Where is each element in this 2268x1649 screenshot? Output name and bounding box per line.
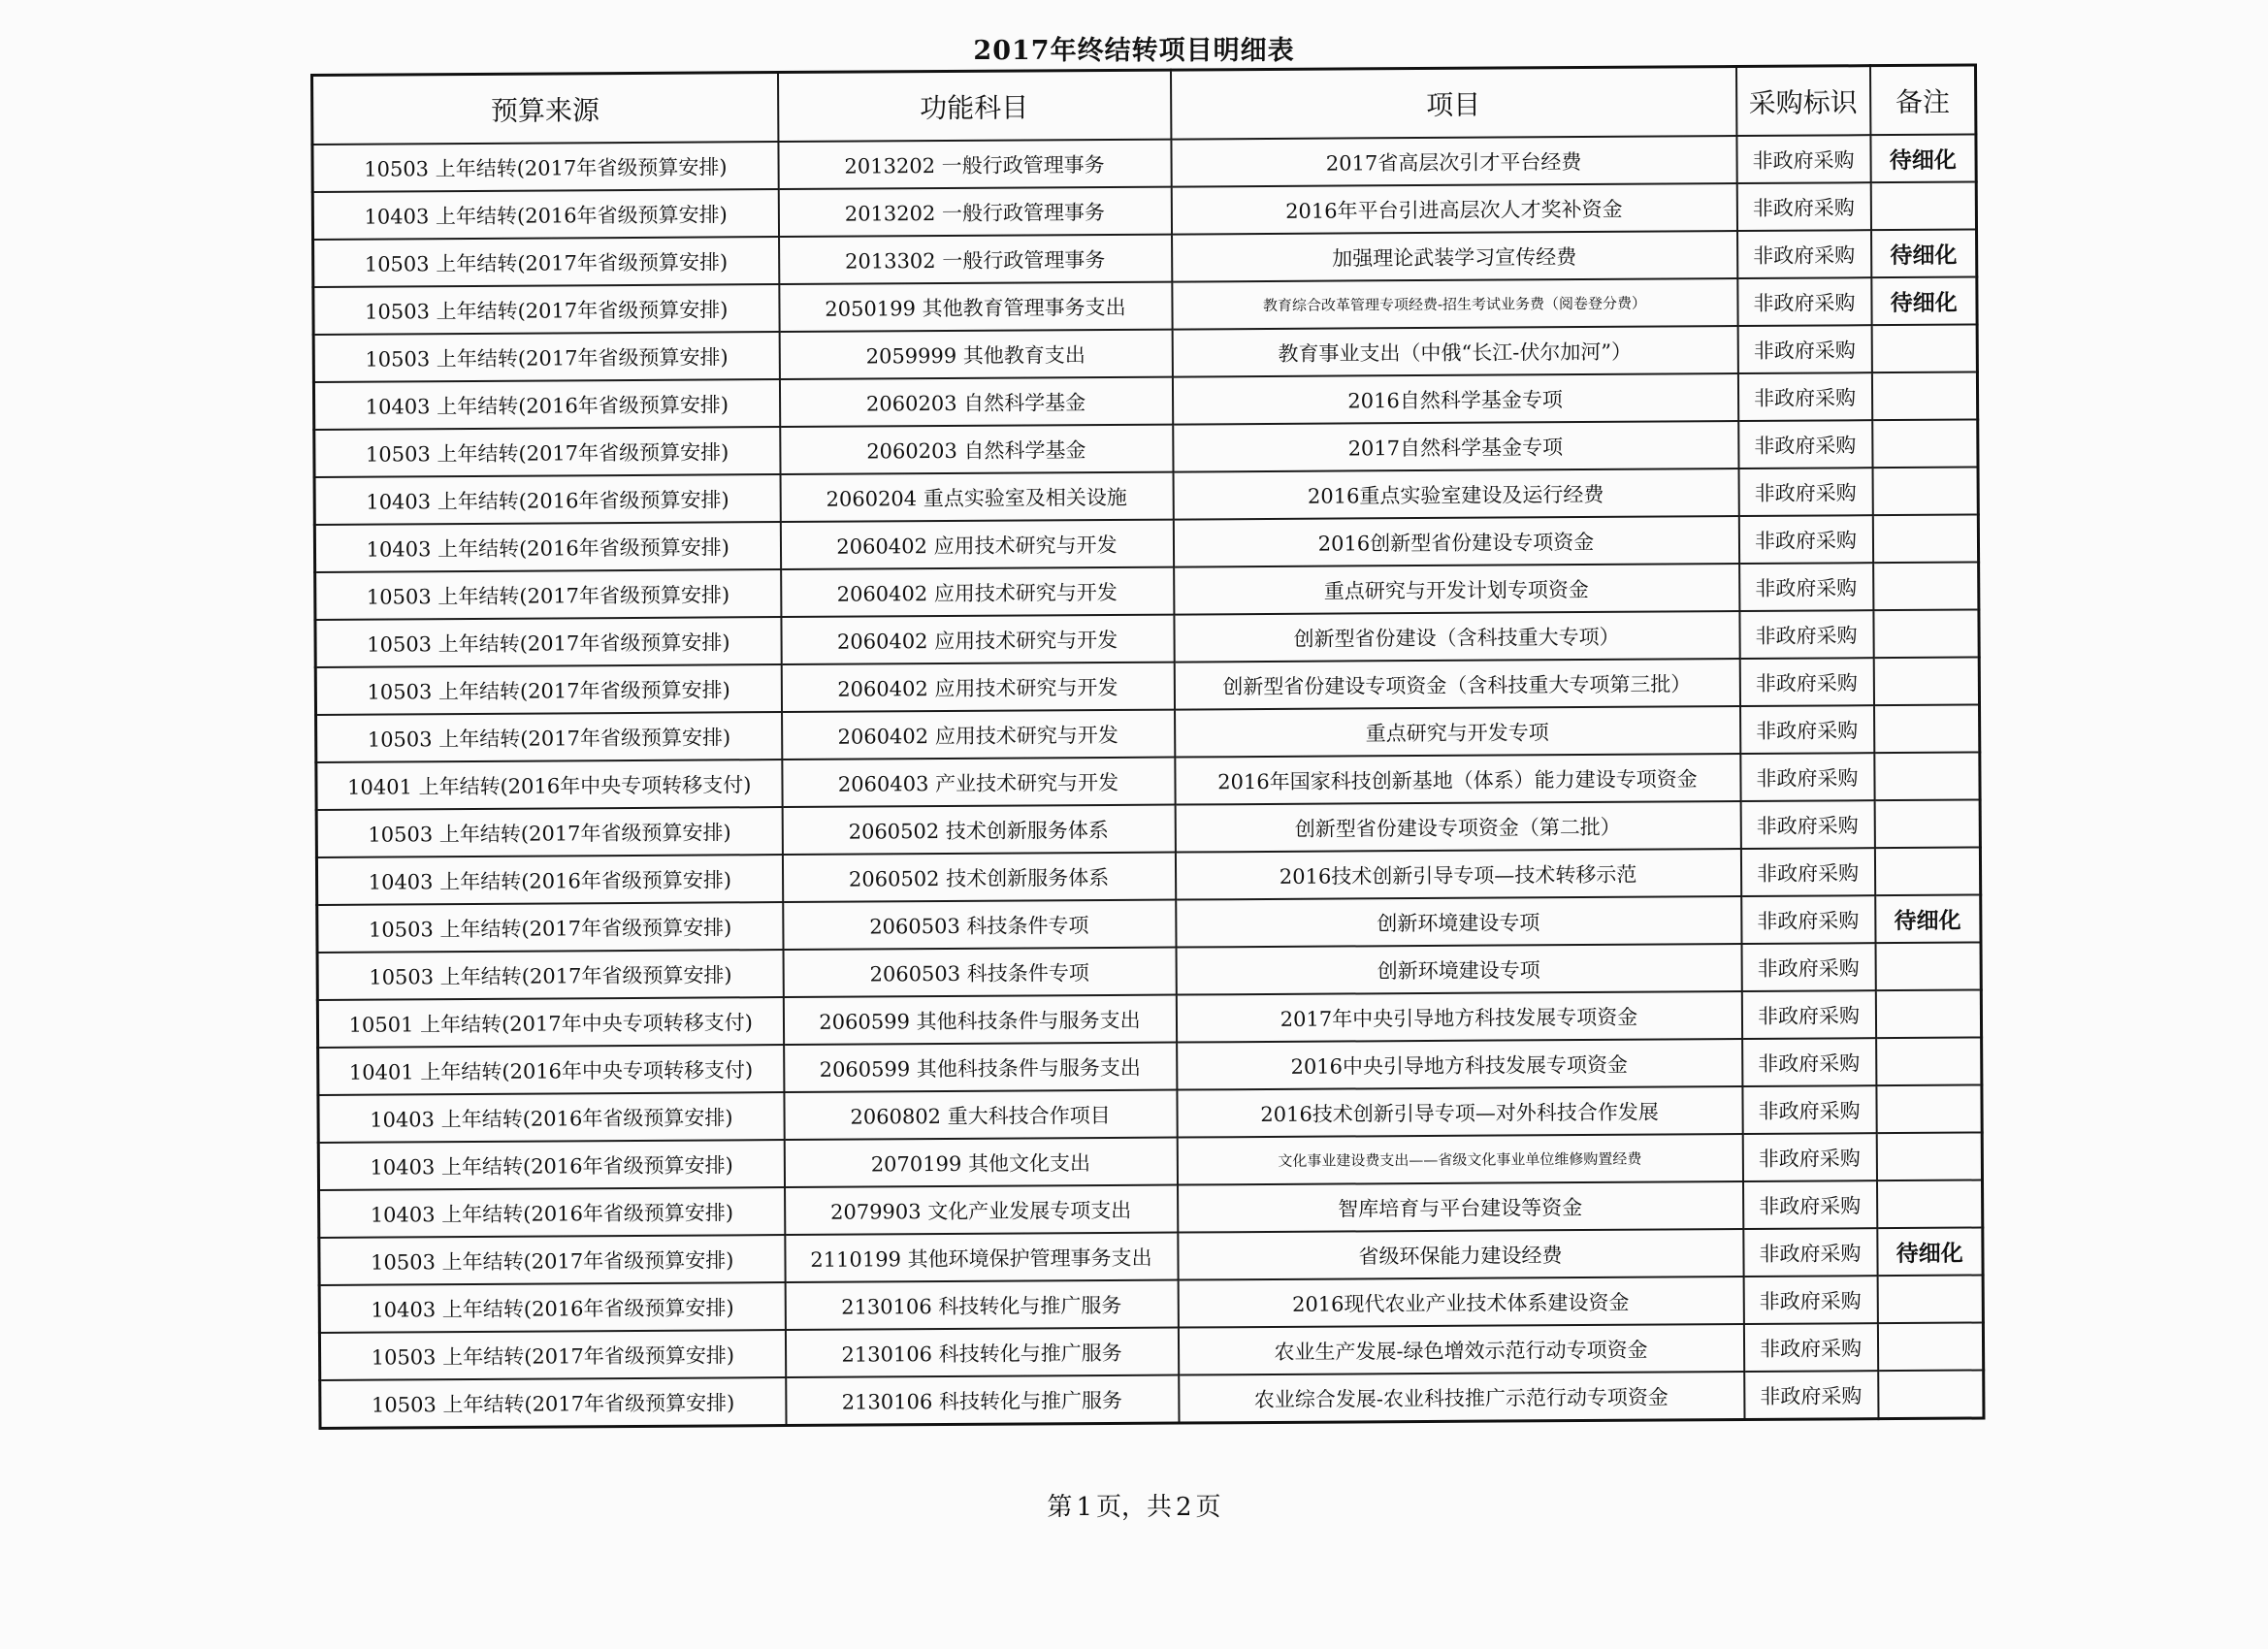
cell-project: 创新型省份建设（含科技重大专项） xyxy=(1174,611,1739,663)
cell-project: 2016重点实验室建设及运行经费 xyxy=(1173,469,1738,520)
cell-remarks xyxy=(1878,1370,1984,1418)
cell-project: 2016中央引导地方科技发展专项资金 xyxy=(1177,1039,1742,1090)
cell-function-subject: 2013202 一般行政管理事务 xyxy=(778,187,1171,237)
cell-project: 创新环境建设专项 xyxy=(1176,944,1741,995)
cell-remarks xyxy=(1877,1180,1983,1228)
cell-procurement-flag: 非政府采购 xyxy=(1739,658,1873,706)
header-function-subject: 功能科目 xyxy=(778,70,1171,142)
cell-budget-source: 10503 上年结转(2017年省级预算安排) xyxy=(317,950,783,1000)
page-footer xyxy=(0,1487,2268,1523)
cell-remarks: 待细化 xyxy=(1875,894,1981,943)
cell-function-subject: 2060402 应用技术研究与开发 xyxy=(782,710,1175,760)
cell-budget-source: 10401 上年结转(2016年中央专项转移支付) xyxy=(316,760,782,810)
cell-project: 智库培育与平台建设等资金 xyxy=(1178,1181,1743,1233)
cell-procurement-flag: 非政府采购 xyxy=(1740,705,1874,754)
cell-function-subject: 2060599 其他科技条件与服务支出 xyxy=(784,1043,1177,1092)
cell-procurement-flag: 非政府采购 xyxy=(1743,1180,1877,1229)
cell-project: 创新环境建设专项 xyxy=(1176,896,1741,948)
cell-function-subject: 2060503 科技条件专项 xyxy=(783,948,1176,997)
cell-procurement-flag: 非政府采购 xyxy=(1741,895,1875,944)
cell-remarks xyxy=(1874,847,1980,895)
cell-project: 2017省高层次引才平台经费 xyxy=(1171,136,1736,187)
cell-procurement-flag: 非政府采购 xyxy=(1738,420,1872,469)
cell-budget-source: 10503 上年结转(2017年省级预算安排) xyxy=(317,902,783,953)
cell-remarks: 待细化 xyxy=(1871,230,1977,278)
cell-function-subject: 2060599 其他科技条件与服务支出 xyxy=(783,995,1176,1045)
cell-procurement-flag: 非政府采购 xyxy=(1740,753,1874,801)
cell-function-subject: 2060403 产业技术研究与开发 xyxy=(782,758,1175,807)
cell-procurement-flag: 非政府采购 xyxy=(1743,1228,1877,1277)
footer-mid: 页，共 xyxy=(1095,1493,1172,1522)
cell-function-subject: 2060502 技术创新服务体系 xyxy=(782,853,1175,902)
cell-project: 省级环保能力建设经费 xyxy=(1178,1229,1743,1280)
cell-budget-source: 10503 上年结转(2017年省级预算安排) xyxy=(313,237,779,287)
cell-project: 2016创新型省份建设专项资金 xyxy=(1173,516,1738,567)
footer-prefix: 第 xyxy=(1047,1493,1073,1522)
cell-budget-source: 10503 上年结转(2017年省级预算安排) xyxy=(320,1377,786,1428)
cell-budget-source: 10503 上年结转(2017年省级预算安排) xyxy=(319,1235,785,1285)
cell-function-subject: 2130106 科技转化与推广服务 xyxy=(785,1280,1178,1330)
cell-remarks: 待细化 xyxy=(1877,1227,1983,1276)
cell-budget-source: 10403 上年结转(2016年省级预算安排) xyxy=(312,189,778,240)
cell-project: 重点研究与开发专项 xyxy=(1175,706,1740,758)
cell-project: 创新型省份建设专项资金（第二批） xyxy=(1175,801,1740,853)
cell-budget-source: 10503 上年结转(2017年省级预算安排) xyxy=(319,1330,785,1380)
cell-budget-source: 10503 上年结转(2017年省级预算安排) xyxy=(316,712,782,762)
cell-remarks xyxy=(1874,705,1980,754)
cell-budget-source: 10503 上年结转(2017年省级预算安排) xyxy=(313,332,779,382)
table-header-row xyxy=(312,65,1976,145)
cell-remarks xyxy=(1876,1037,1982,1085)
cell-project: 文化事业建设费支出——省级文化事业单位维修购置经费 xyxy=(1177,1134,1742,1185)
cell-budget-source: 10403 上年结转(2016年省级预算安排) xyxy=(314,522,780,572)
cell-function-subject: 2013302 一般行政管理事务 xyxy=(779,235,1172,284)
cell-procurement-flag: 非政府采购 xyxy=(1741,943,1875,991)
page-title: 2017年终结转项目明细表 xyxy=(973,36,1295,66)
cell-procurement-flag: 非政府采购 xyxy=(1738,468,1872,516)
cell-remarks xyxy=(1876,1132,1982,1180)
cell-procurement-flag: 非政府采购 xyxy=(1738,515,1872,564)
cell-project: 教育事业支出（中俄“长江-伏尔加河”） xyxy=(1172,326,1737,377)
cell-function-subject: 2130106 科技转化与推广服务 xyxy=(785,1328,1178,1377)
header-project: 项目 xyxy=(1170,67,1735,140)
cell-remarks: 待细化 xyxy=(1870,135,1976,183)
cell-budget-source: 10503 上年结转(2017年省级预算安排) xyxy=(312,142,778,192)
cell-procurement-flag: 非政府采购 xyxy=(1743,1323,1877,1372)
cell-project: 2016年平台引进高层次人才奖补资金 xyxy=(1171,183,1736,235)
cell-project: 农业综合发展-农业科技推广示范行动专项资金 xyxy=(1179,1372,1744,1423)
cell-function-subject: 2060402 应用技术研究与开发 xyxy=(781,567,1174,617)
cell-remarks xyxy=(1871,372,1977,421)
cell-procurement-flag: 非政府采购 xyxy=(1737,372,1871,421)
cell-project: 2016技术创新引导专项—对外科技合作发展 xyxy=(1177,1086,1742,1138)
budget-table-sheet xyxy=(310,64,1983,1430)
cell-budget-source: 10403 上年结转(2016年省级预算安排) xyxy=(316,855,782,905)
footer-total-pages: 2 xyxy=(1176,1493,1192,1522)
cell-project: 2016年国家科技创新基地（体系）能力建设专项资金 xyxy=(1175,754,1740,805)
cell-budget-source: 10403 上年结转(2016年省级预算安排) xyxy=(318,1140,784,1190)
table-row xyxy=(320,1370,1984,1428)
footer-suffix: 页 xyxy=(1195,1493,1221,1522)
cell-remarks xyxy=(1873,563,1979,611)
cell-remarks xyxy=(1873,610,1979,659)
cell-procurement-flag: 非政府采购 xyxy=(1739,610,1873,659)
cell-function-subject: 2059999 其他教育支出 xyxy=(779,330,1172,379)
cell-function-subject: 2060402 应用技术研究与开发 xyxy=(781,663,1174,712)
cell-function-subject: 2070199 其他文化支出 xyxy=(784,1138,1177,1187)
cell-remarks xyxy=(1871,325,1977,373)
cell-procurement-flag: 非政府采购 xyxy=(1736,135,1870,183)
cell-budget-source: 10403 上年结转(2016年省级预算安排) xyxy=(314,474,780,525)
cell-project: 农业生产发展-绿色增效示范行动专项资金 xyxy=(1178,1324,1743,1375)
cell-procurement-flag: 非政府采购 xyxy=(1743,1276,1877,1324)
cell-function-subject: 2130106 科技转化与推广服务 xyxy=(786,1375,1179,1426)
cell-function-subject: 2060502 技术创新服务体系 xyxy=(782,805,1175,855)
cell-procurement-flag: 非政府采购 xyxy=(1739,563,1873,611)
cell-remarks xyxy=(1875,989,1981,1038)
budget-table xyxy=(310,64,1986,1430)
cell-budget-source: 10401 上年结转(2016年中央专项转移支付) xyxy=(318,1045,784,1095)
cell-project: 重点研究与开发计划专项资金 xyxy=(1174,564,1739,615)
cell-budget-source: 10503 上年结转(2017年省级预算安排) xyxy=(316,807,782,857)
cell-function-subject: 2060802 重大科技合作项目 xyxy=(784,1090,1177,1140)
cell-procurement-flag: 非政府采购 xyxy=(1742,1133,1876,1181)
cell-remarks xyxy=(1872,468,1978,516)
header-remarks: 备注 xyxy=(1869,65,1975,135)
cell-remarks xyxy=(1872,420,1978,469)
cell-budget-source: 10503 上年结转(2017年省级预算安排) xyxy=(315,617,781,667)
cell-function-subject: 2060203 自然科学基金 xyxy=(780,425,1173,474)
cell-remarks xyxy=(1874,753,1980,801)
cell-function-subject: 2060503 科技条件专项 xyxy=(783,900,1176,950)
cell-procurement-flag: 非政府采购 xyxy=(1737,325,1871,373)
cell-budget-source: 10503 上年结转(2017年省级预算安排) xyxy=(314,427,780,477)
cell-function-subject: 2060203 自然科学基金 xyxy=(779,377,1172,427)
footer-page-number: 1 xyxy=(1076,1493,1092,1522)
header-budget-source: 预算来源 xyxy=(312,73,778,145)
cell-procurement-flag: 非政府采购 xyxy=(1740,800,1874,849)
cell-budget-source: 10403 上年结转(2016年省级预算安排) xyxy=(318,1092,784,1143)
cell-project: 2016技术创新引导专项—技术转移示范 xyxy=(1175,849,1740,900)
cell-procurement-flag: 非政府采购 xyxy=(1744,1371,1878,1419)
cell-function-subject: 2060402 应用技术研究与开发 xyxy=(780,520,1173,569)
cell-budget-source: 10403 上年结转(2016年省级预算安排) xyxy=(319,1282,785,1333)
cell-budget-source: 10403 上年结转(2016年省级预算安排) xyxy=(313,379,779,430)
cell-project: 2017自然科学基金专项 xyxy=(1173,421,1738,472)
cell-procurement-flag: 非政府采购 xyxy=(1740,848,1874,896)
cell-function-subject: 2079903 文化产业发展专项支出 xyxy=(785,1185,1178,1235)
header-procurement-flag: 采购标识 xyxy=(1735,66,1869,136)
cell-budget-source: 10503 上年结转(2017年省级预算安排) xyxy=(315,664,781,715)
cell-procurement-flag: 非政府采购 xyxy=(1741,990,1875,1039)
cell-project: 加强理论武装学习宣传经费 xyxy=(1172,231,1737,282)
cell-project: 创新型省份建设专项资金（含科技重大专项第三批） xyxy=(1174,659,1739,710)
cell-procurement-flag: 非政府采购 xyxy=(1736,182,1870,231)
cell-remarks xyxy=(1876,1084,1982,1133)
cell-budget-source: 10503 上年结转(2017年省级预算安排) xyxy=(313,284,779,335)
cell-function-subject: 2060402 应用技术研究与开发 xyxy=(781,615,1174,664)
cell-project: 2017年中央引导地方科技发展专项资金 xyxy=(1176,991,1741,1043)
cell-procurement-flag: 非政府采购 xyxy=(1737,230,1871,278)
cell-procurement-flag: 非政府采购 xyxy=(1742,1038,1876,1086)
cell-project: 教育综合改革管理专项经费-招生考试业务费（阅卷登分费） xyxy=(1172,278,1737,330)
cell-remarks xyxy=(1877,1322,1983,1371)
cell-remarks xyxy=(1872,515,1978,564)
cell-remarks xyxy=(1870,182,1976,231)
cell-budget-source: 10503 上年结转(2017年省级预算安排) xyxy=(315,569,781,620)
cell-remarks: 待细化 xyxy=(1871,277,1977,326)
cell-budget-source: 10403 上年结转(2016年省级预算安排) xyxy=(319,1187,785,1238)
cell-project: 2016现代农业产业技术体系建设资金 xyxy=(1178,1277,1743,1328)
cell-function-subject: 2060204 重点实验室及相关设施 xyxy=(780,472,1173,522)
cell-remarks xyxy=(1877,1275,1983,1323)
cell-function-subject: 2110199 其他环境保护管理事务支出 xyxy=(785,1233,1178,1282)
cell-remarks xyxy=(1873,658,1979,706)
cell-function-subject: 2050199 其他教育管理事务支出 xyxy=(779,282,1172,332)
cell-function-subject: 2013202 一般行政管理事务 xyxy=(778,140,1171,189)
cell-remarks xyxy=(1875,942,1981,990)
cell-project: 2016自然科学基金专项 xyxy=(1172,373,1737,425)
cell-budget-source: 10501 上年结转(2017年中央专项转移支付) xyxy=(317,997,783,1048)
cell-procurement-flag: 非政府采购 xyxy=(1737,277,1871,326)
cell-procurement-flag: 非政府采购 xyxy=(1742,1085,1876,1134)
table-body xyxy=(312,135,1984,1429)
cell-remarks xyxy=(1874,800,1980,849)
